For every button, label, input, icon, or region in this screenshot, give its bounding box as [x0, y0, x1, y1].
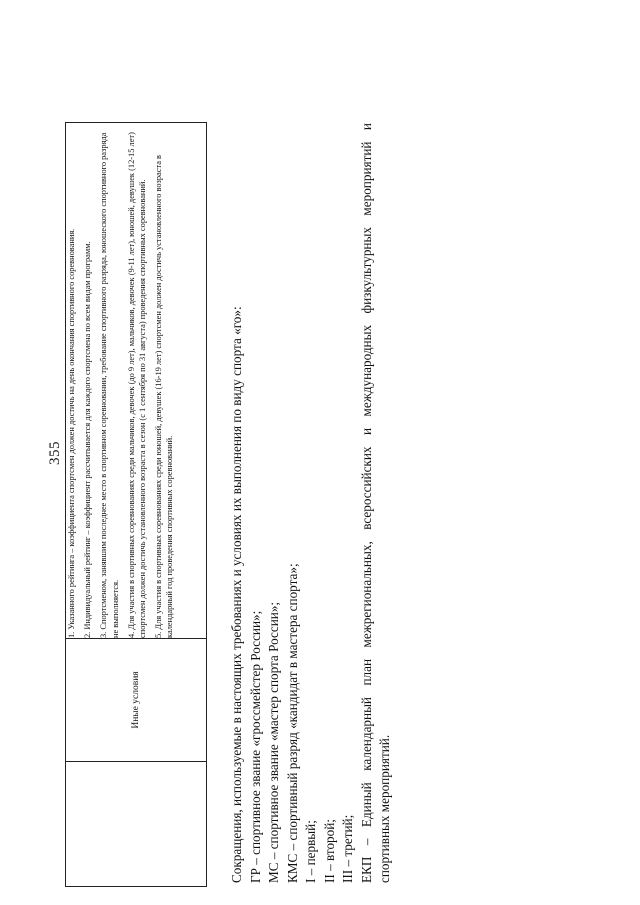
row-label: Иные условия: [66, 639, 207, 762]
condition-5: 5. Для участия в спортивных соревнованиях среди юношей, девушек (16-19 лет) спортсмен должен достичь установленного возраста в календарный год проведения спортивных соревнований.: [154, 154, 175, 638]
abbreviation-ekp-line2: спортивных мероприятий.: [377, 734, 392, 883]
condition-4: 4. Для участия в спортивных соревнованиях среди мальчиков, девочек (до 9 лет), мальчиков, девочек (9-11 лет), юношей, девушек (12-15 лет) спортсмен должен достичь установленного возраста в сезон (с 1 сентября по 31 августа) проведения спортивных соревнований.: [126, 132, 148, 638]
page-number: 355: [47, 441, 63, 465]
abbreviations-block: [228, 123, 395, 883]
abbreviation-item: II – второй;: [321, 819, 337, 883]
abbreviations-intro: Сокращения, используемые в настоящих требованиях и условиях их выполнения по виду спорта «го»:: [229, 306, 244, 883]
abbreviation-item: I – первый;: [303, 820, 318, 883]
abbreviation-item: МС – спортивное звание «мастер спорта России»;: [266, 601, 281, 883]
abbreviation-item: III – третий;: [340, 814, 355, 883]
condition-2: 2. Индивидуальный рейтинг – коэффициент рассчитывается для каждого спортсмена по всем видам программ.: [83, 241, 93, 638]
condition-1: 1. Указанного рейтинга – коэффициента спортсмен должен достичь на день окончания спортивного соревнования.: [67, 228, 76, 638]
condition-3: 3. Спортсменом, занявшим последнее место в спортивном соревновании, требование спортивного разряда, юношеского спортивного разряда не выполняется.: [99, 132, 120, 638]
conditions-table: [65, 122, 207, 887]
abbreviation-item: КМС – спортивный разряд «кандидат в мастера спорта»;: [284, 563, 300, 883]
abbreviation-item: ГР – спортивное звание «гроссмейстер России»;: [247, 610, 263, 883]
table-row: [66, 123, 207, 887]
conditions-cell: [66, 123, 207, 639]
abbreviation-ekp-line1: ЕКП – Единый календарный план межрегиональных, всероссийских и международных физкультурных мероприятий и: [358, 123, 374, 883]
table-empty-cell: [66, 762, 207, 887]
